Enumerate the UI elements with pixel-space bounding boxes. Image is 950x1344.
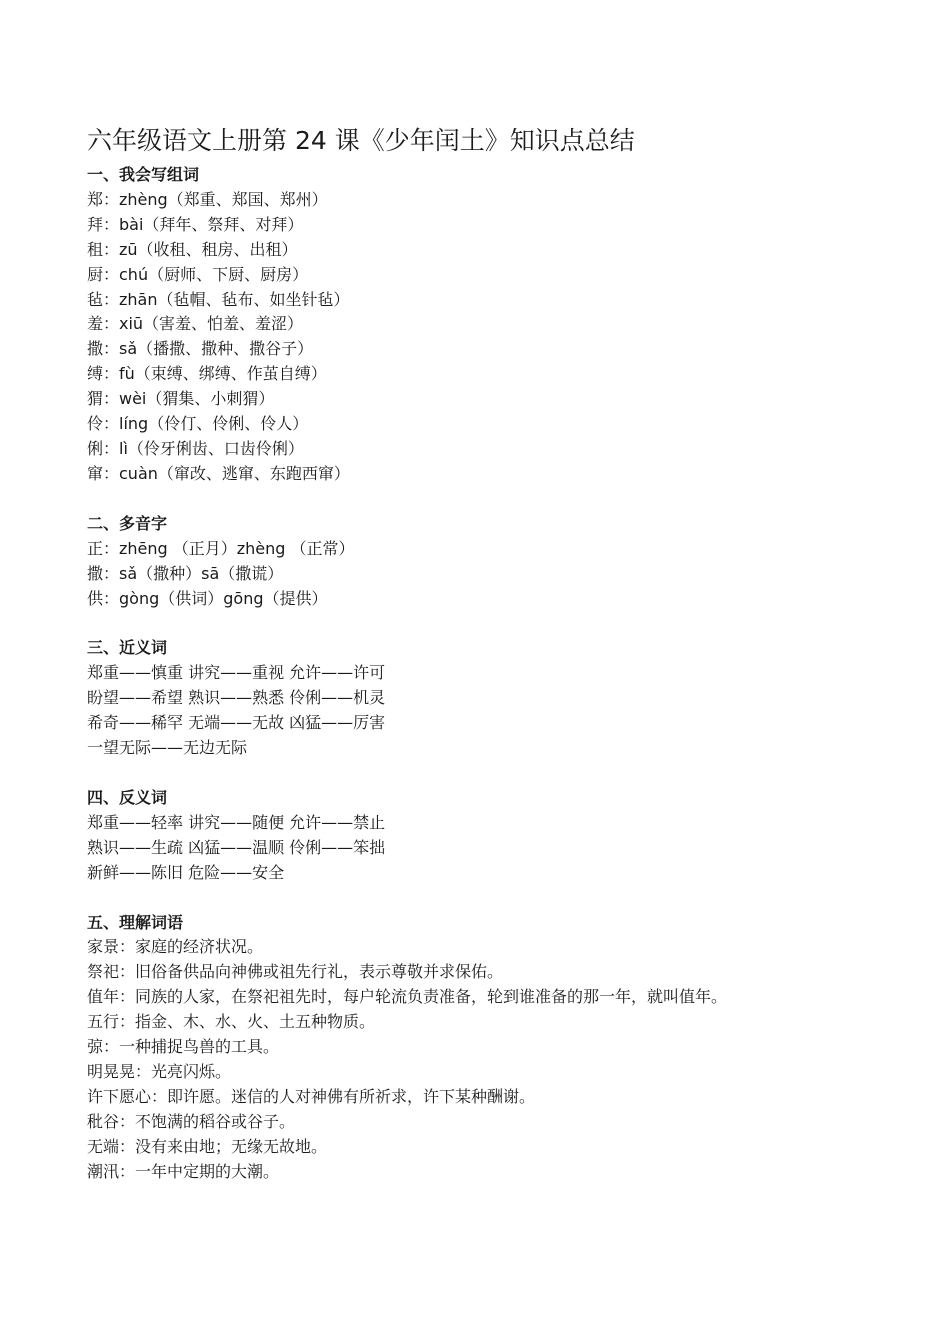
- entry-line: 郑重——轻率 讲究——随便 允许——禁止: [87, 812, 386, 832]
- section-heading: 一、我会写组词: [87, 165, 200, 184]
- entry-line: 弶：一种捕捉鸟兽的工具。: [87, 1037, 280, 1057]
- entry-line: 俐：lì（伶牙俐齿、口齿伶俐）: [87, 438, 304, 458]
- entry-line: 郑重——慎重 讲究——重视 允许——许可: [87, 663, 386, 683]
- entry-line: 明晃晃：光亮闪烁。: [87, 1062, 232, 1081]
- entry-line: 郑：zhèng（郑重、郑国、郑州）: [87, 189, 328, 209]
- entry-line: 拜：bài（拜年、祭拜、对拜）: [87, 214, 304, 234]
- section-heading: 二、多音字: [87, 513, 168, 533]
- entry-line: 希奇——稀罕 无端——无故 凶猛——厉害: [87, 713, 386, 733]
- entry-line: 正：zhēng （正月）zhèng （正常）: [87, 538, 355, 558]
- section-synonyms: [87, 636, 950, 761]
- entry-line: 值年：同族的人家，在祭祀祖先时，每户轮流负责准备，轮到谁准备的那一年，就叫值年。: [87, 987, 728, 1007]
- section-heading: 四、反义词: [87, 787, 168, 807]
- entry-line: 猬：wèi（猬集、小刺猬）: [87, 389, 275, 409]
- section-polyphones: [87, 512, 950, 612]
- section-write-words: [87, 163, 950, 487]
- entry-line: 家景：家庭的经济状况。: [87, 937, 264, 957]
- entry-line: 新鲜——陈旧 危险——安全: [87, 862, 285, 882]
- section-antonyms: [87, 786, 950, 886]
- entry-line: 五行：指金、木、水、火、土五种物质。: [87, 1012, 376, 1032]
- entry-line: 秕谷：不饱满的稻谷或谷子。: [87, 1111, 296, 1131]
- section-word-meanings: [87, 911, 950, 1185]
- entry-line: 潮汛：一年中定期的大潮。: [87, 1161, 280, 1181]
- entry-line: 羞：xiū（害羞、怕羞、羞涩）: [87, 314, 304, 334]
- entry-line: 供：gòng（供词）gōng（提供）: [87, 588, 328, 608]
- entry-line: 撒：sǎ（播撒、撒种、撒谷子）: [87, 339, 314, 359]
- entry-line: 租：zū（收租、租房、出租）: [87, 239, 298, 259]
- document-title: 六年级语文上册第 24 课《少年闰土》知识点总结: [87, 126, 635, 155]
- entry-line: 熟识——生疏 凶猛——温顺 伶俐——笨拙: [87, 837, 386, 857]
- section-heading: 三、近义词: [87, 638, 168, 658]
- entry-line: 许下愿心：即许愿。迷信的人对神佛有所祈求，许下某种酬谢。: [87, 1086, 536, 1106]
- entry-line: 撒：sǎ（撒种）sā（撒谎）: [87, 563, 284, 583]
- section-heading: 五、理解词语: [87, 912, 184, 932]
- entry-line: 伶：líng（伶仃、伶俐、伶人）: [87, 414, 309, 434]
- entry-line: 祭祀：旧俗备供品向神佛或祖先行礼，表示尊敬并求保佑。: [87, 962, 504, 982]
- entry-line: 毡：zhān（毡帽、毡布、如坐针毡）: [87, 289, 350, 309]
- entry-line: 厨：chú（厨师、下厨、厨房）: [87, 264, 309, 284]
- entry-line: 缚：fù（束缚、绑缚、作茧自缚）: [87, 364, 327, 384]
- entry-line: 盼望——希望 熟识——熟悉 伶俐——机灵: [87, 688, 386, 708]
- entry-line: 窜：cuàn（窜改、逃窜、东跑西窜）: [87, 463, 350, 483]
- entry-line: 无端：没有来由地；无缘无故地。: [87, 1136, 328, 1156]
- entry-line: 一望无际——无边无际: [87, 738, 248, 758]
